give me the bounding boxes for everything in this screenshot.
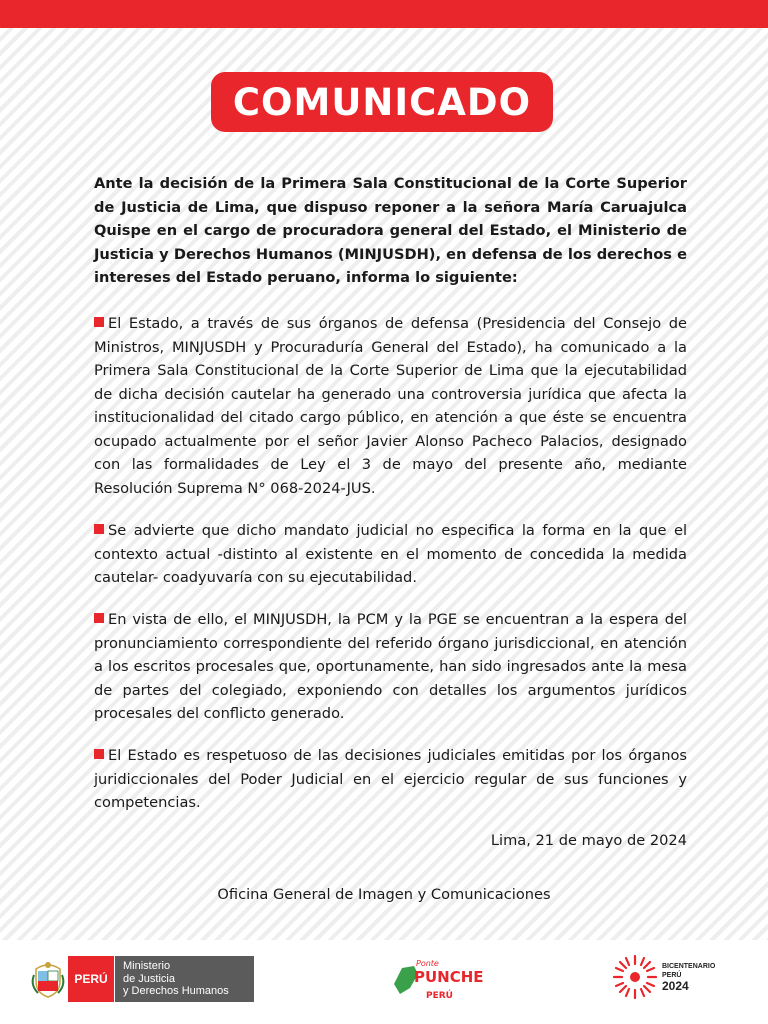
bicentenario-logo	[612, 954, 715, 1000]
ministry-name-block	[114, 956, 254, 1002]
comunicado-banner	[211, 72, 553, 132]
ministry-line-2: de Justicia	[123, 972, 175, 985]
banner-title: COMUNICADO	[232, 80, 532, 124]
ministry-logo	[32, 956, 254, 1002]
bullet-text: El Estado, a través de sus órganos de defensa (Presidencia del Consejo de Ministros, MINJUSDH y Procuraduría General del Estado), ha comunicado a la Primera Sala Constitucional de la Corte Superior de Lima que la ejecutabilidad de dicha decisión cautelar ha generado una controversia jurídica que afecta la institucionalidad del citado cargo público, en atención a que éste se encuentra ocupado actualmente por el señor Javier Alonso Pacheco Palacios, designado con las formalidades de Ley el 3 de mayo del presente año, mediante Resolución Suprema N° 068-2024-JUS.	[94, 315, 687, 497]
bullet-text: Se advierte que dicho mandato judicial no especifica la forma en la que el contexto actual -distinto al existente en el momento de concedida la medida cautelar- coadyuvaría con su ejecutabilidad.	[94, 522, 687, 586]
bullet-text: El Estado es respetuoso de las decisiones judiciales emitidas por los órganos juridiccionales del Poder Judicial en el ejercicio regular de sus funciones y competencias.	[94, 747, 687, 811]
bicentenario-line-2: PERÚ	[662, 971, 682, 979]
peru-label: PERÚ	[68, 956, 114, 1002]
bicentenario-line-1: BICENTENARIO	[662, 962, 716, 970]
ponte-punche-logo	[388, 954, 484, 1002]
ministry-line-1: Ministerio	[123, 960, 171, 972]
bicentenario-text	[662, 962, 715, 993]
top-red-bar	[0, 0, 768, 28]
campaign-line-2: PUNCHE	[414, 968, 484, 986]
bullet-item-2	[94, 519, 687, 590]
campaign-line-1: Ponte	[416, 959, 439, 968]
intro-paragraph: Ante la decisión de la Primera Sala Constitucional de la Corte Superior de Justicia de Lima, que dispuso reponer a la señora María Caruajulca Quispe en el cargo de procuradora general del Estado, el Ministerio de Justicia y Derechos Humanos (MINJUSDH), en defensa de los derechos e intereses del Estado peruano, informa lo siguiente:	[94, 175, 687, 286]
bicentenario-emblem-icon	[612, 954, 658, 1000]
campaign-line-3: PERÚ	[426, 991, 453, 1001]
bullet-item-1	[94, 312, 687, 500]
bullet-square-icon	[94, 524, 104, 534]
bullet-item-3	[94, 608, 687, 726]
ministry-line-3: y Derechos Humanos	[123, 985, 229, 997]
bullet-square-icon	[94, 749, 104, 759]
bullet-text: En vista de ello, el MINJUSDH, la PCM y la PGE se encuentran a la espera del pronunciamiento correspondiente del referido órgano jurisdiccional, en atención a los escritos procesales que, oportunamente, han sido ingresados ante la mesa de partes del colegiado, exponiendo con detalles los argumentos jurídicos procesales del conflicto generado.	[94, 611, 687, 722]
office-signature: Oficina General de Imagen y Comunicaciones	[217, 886, 551, 903]
bicentenario-year: 2024	[662, 978, 689, 993]
bullet-square-icon	[94, 317, 104, 327]
date-line: Lima, 21 de mayo de 2024	[490, 832, 687, 849]
bullet-square-icon	[94, 613, 104, 623]
bullet-item-4	[94, 744, 687, 815]
coat-of-arms-icon	[32, 959, 64, 999]
